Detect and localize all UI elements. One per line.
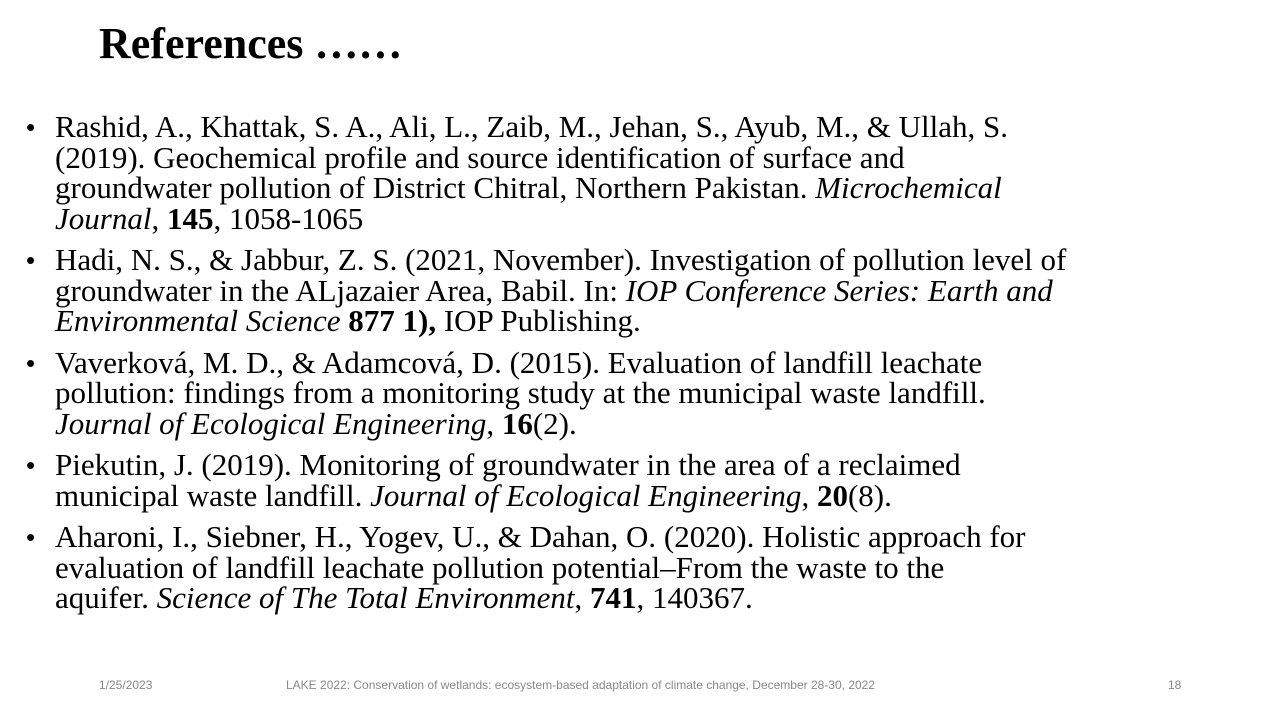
bullet-icon: • [26,347,36,378]
volume-number: 20 [816,477,848,513]
journal-name: Microchemical [815,170,1002,205]
reference-line: Vaverková, M. D., & Adamcová, D. (2015). Evaluation of landfill leachate [55,344,983,380]
reference-item [0,447,1280,513]
reference-line: groundwater in the ALjazaier Area, Babil. In: IOP Conference Series: Earth and [55,272,1053,308]
footer-text: LAKE 2022: Conservation of wetlands: ecosystem-based adaptation of climate change, December 28-30, 2022 [286,678,876,692]
reference-item [0,242,1280,338]
reference-line: pollution: findings from a monitoring study at the municipal waste landfill. [55,375,986,410]
bullet-icon: • [26,112,36,142]
volume-number: 741 [589,580,637,615]
reference-line: Journal of Ecological Engineering, 16(2). [55,405,577,441]
reference-line: Rashid, A., Khattak, S. A., Ali, L., Zaib, M., Jehan, S., Ayub, M., & Ullah, S. [55,109,1008,144]
reference-list [0,109,1280,625]
journal-name: Environmental Science [55,303,341,338]
slide-number: 18 [1168,678,1182,692]
reference-line: (2019). Geochemical profile and source identification of surface and [55,139,905,175]
journal-name: Journal [55,200,152,236]
reference-line: aquifer. Science of The Total Environment, 741, 140367. [55,580,753,615]
bullet-icon: • [26,245,36,275]
bullet-icon: • [26,522,36,552]
footer-date: 1/25/2023 [99,678,153,692]
volume-number: 145 [166,200,214,236]
slide-title: References …… [99,19,403,68]
volume-number: 16 [501,405,533,441]
journal-name: Journal of Ecological Engineering [370,477,802,513]
reference-line: municipal waste landfill. Journal of Ecological Engineering, 20(8). [55,477,892,513]
journal-name: Journal of Ecological Engineering [55,405,487,441]
reference-item [0,519,1280,615]
journal-name: Science of The Total Environment [156,580,575,615]
bullet-icon: • [26,450,36,480]
journal-name: IOP Conference Series: Earth and [625,272,1053,308]
reference-item [0,344,1280,441]
volume-number: 877 1), [348,303,437,338]
reference-line: evaluation of landfill leachate pollution potential–From the waste to the [55,549,945,585]
reference-line: Aharoni, I., Siebner, H., Yogev, U., & Dahan, O. (2020). Holistic approach for [55,519,1026,554]
reference-line: Environmental Science 877 1), IOP Publishing. [55,303,641,338]
reference-line: Hadi, N. S., & Jabbur, Z. S. (2021, November). Investigation of pollution level of [55,242,1067,277]
reference-line: Piekutin, J. (2019). Monitoring of groundwater in the area of a reclaimed [55,447,961,482]
reference-line: Journal, 145, 1058-1065 [55,200,364,236]
reference-line: groundwater pollution of District Chitral, Northern Pakistan. Microchemical [55,170,1002,205]
reference-item [0,109,1280,236]
